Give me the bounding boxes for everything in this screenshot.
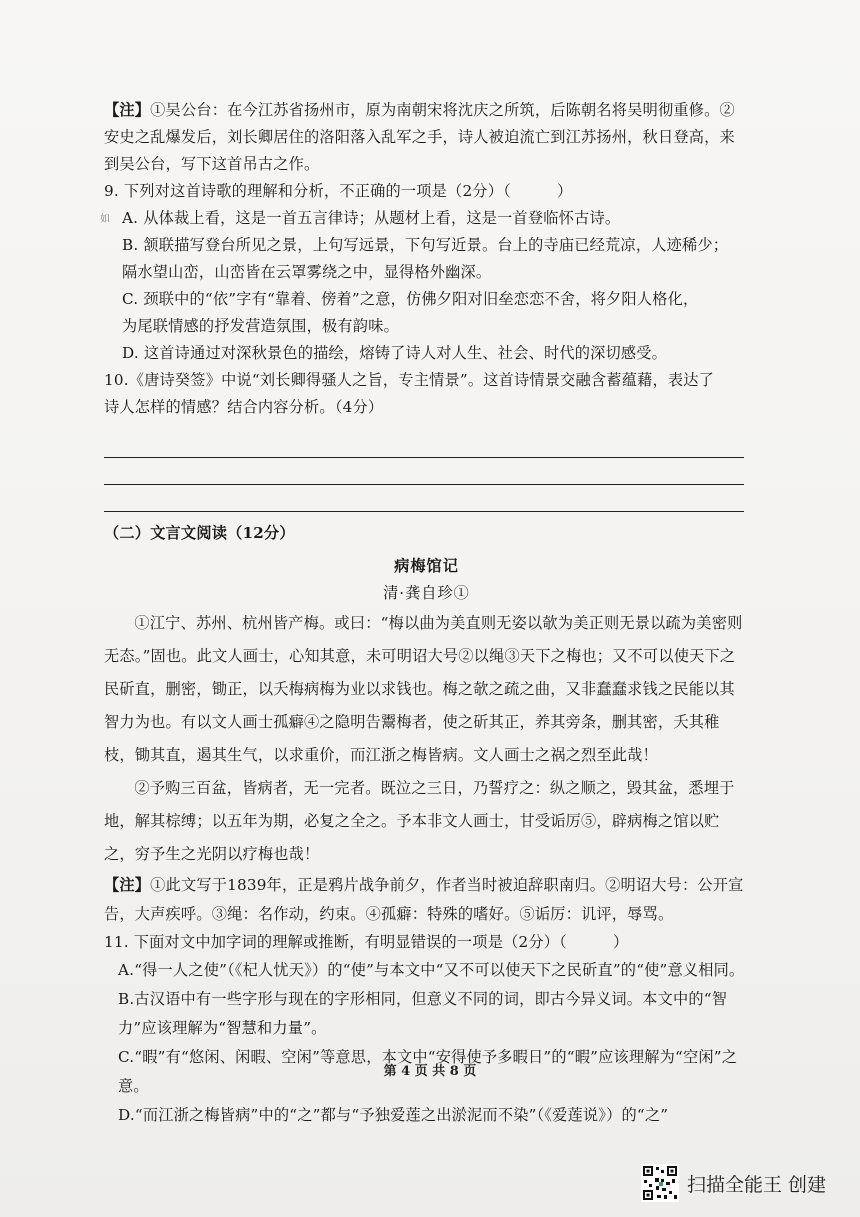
q11-option-a: A.“得一人之使”（《杞人忧天》）的“使”与本文中“又不可以使天下之民斫直”的“使”意义相同。 — [118, 961, 745, 979]
q9-option-d: D. 这首诗通过对深秋景色的描绘，熔铸了诗人对人生、社会、时代的深切感受。 — [122, 344, 668, 362]
essay-title: 病梅馆记 — [394, 557, 459, 575]
qr-code-icon — [641, 1164, 679, 1202]
essay-body — [104, 607, 749, 871]
essay-author: 清·龚自珍① — [383, 584, 470, 602]
note-text: ①吴公台：在今江苏省扬州市，原为南朝宋将沈庆之所筑，后陈朝名将吴明彻重修。②安史之乱爆发后，刘长卿居住的洛阳落入乱军之手，诗人被迫流亡到江苏扬州，秋日登高，来到吴公台，写下这首吊古之作。 — [104, 101, 735, 173]
essay-paragraph-2: ②予购三百盆，皆病者，无一完者。既泣之三日，乃誓疗之：纵之顺之，毁其盆，悉埋于地，解其棕缚；以五年为期，必复之全之。予本非文人画士，甘受诟厉⑤，辟病梅之馆以贮之，穷予生之光阴以疗梅也哉！ — [104, 779, 735, 863]
page-content — [104, 97, 749, 1130]
question-11: 11. 下面对文中加字词的理解或推断，有明显错误的一项是（2分）（ ） — [104, 933, 629, 951]
answer-line[interactable] — [104, 431, 744, 458]
watermark-label: 扫描全能王 创建 — [687, 1173, 827, 1196]
section-heading: （二）文言文阅读（12分） — [104, 524, 295, 542]
answer-line[interactable] — [104, 458, 744, 485]
stray-mark: 如 — [100, 214, 110, 225]
note-text: ①此文写于1839年，正是鸦片战争前夕，作者当时被迫辞职南归。②明诏大号：公开宣告，大声疾呼。③绳：名作动，约束。④孤癖：特殊的嗜好。⑤诟厉：讥评，辱骂。 — [104, 876, 744, 923]
note-1 — [104, 97, 749, 178]
note-tag: 【注】 — [104, 101, 151, 119]
page-number: 第 4 页 共 8 页 — [383, 1064, 477, 1079]
q11-option-d: D.“而江浙之梅皆病”中的“之”都与“予独爱莲之出淤泥而不染”（《爱莲说》）的“之” — [118, 1106, 669, 1124]
question-9: 9. 下列对这首诗歌的理解和分析，不正确的一项是（2分）（ ） — [104, 182, 573, 200]
scanner-watermark — [641, 1164, 826, 1202]
q9-option-c: C. 颈联中的“依”字有“靠着、傍着”之意，仿佛夕阳对旧垒恋恋不舍，将夕阳人格化， 为尾联情感的抒发营造氛围，极有韵味。 — [122, 290, 699, 335]
answer-line[interactable] — [104, 485, 744, 512]
q11-option-b: B.古汉语中有一些字形与现在的字形相同，但意义不同的词，即古今异义词。本文中的“智力”应该理解为“智慧和力量”。 — [118, 990, 728, 1037]
q9-option-a: A. 从体裁上看，这是一首五言律诗；从题材上看，这是一首登临怀古诗。 — [122, 209, 621, 227]
answer-lines[interactable] — [104, 431, 749, 512]
q11-option-c: C.“暇”有“悠闲、闲暇、空闲”等意思，本文中“安得使予多暇日”的“暇”应该理解为“空闲”之意。 — [118, 1048, 738, 1095]
question-10: 10.《唐诗癸签》中说“刘长卿得骚人之旨，专主情景”。这首诗情景交融含蓄蕴藉，表达了 诗人怎样的情感？结合内容分析。（4分） — [104, 371, 715, 416]
q9-option-b: B. 颔联描写登台所见之景，上句写远景，下句写近景。台上的寺庙已经荒凉，人迹稀少； 隔水望山峦，山峦皆在云罩雾绕之中，显得格外幽深。 — [122, 236, 729, 281]
note-tag: 【注】 — [104, 876, 151, 894]
essay-paragraph-1: ①江宁、苏州、杭州皆产梅。或曰：“梅以曲为美直则无姿以欹为美正则无景以疏为美密则无态。”固也。此文人画士，心知其意，未可明诏大号②以绳③天下之梅也；又不可以使天下之民斫直，删密，锄正，以夭梅病梅为业以求钱也。梅之欹之疏之曲，又非蠢蠢求钱之民能以其智力为也。有以文人画士孤癖④之隐明告鬻梅者，使之斫其正，养其旁条，删其密，夭其稚枝，锄其直，遏其生气，以求重价，而江浙之梅皆病。文人画士之祸之烈至此哉！ — [104, 614, 743, 764]
note-2 — [104, 871, 749, 929]
